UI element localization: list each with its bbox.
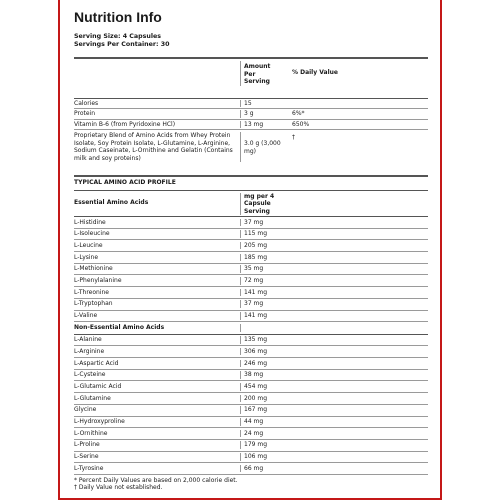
table-row — [74, 428, 428, 439]
essential-label: Essential Amino Acids — [74, 198, 149, 206]
row-amount: 135 mg — [240, 336, 292, 344]
table-row — [74, 393, 428, 404]
row-divider — [74, 474, 428, 475]
profile-title-row — [74, 177, 428, 190]
row-name: L-Ornithine — [74, 429, 108, 437]
row-amount: 141 mg — [240, 289, 292, 297]
row-name: L-Glutamine — [74, 394, 111, 402]
table-row — [74, 417, 428, 428]
table-row — [74, 370, 428, 381]
amount-header-line: Serving — [244, 78, 270, 85]
blend-amount: 3.0 g (3,000 mg) — [240, 132, 292, 162]
essential-header-row — [74, 191, 428, 217]
row-name: L-Leucine — [74, 241, 103, 249]
table-row — [74, 440, 428, 451]
table-row — [74, 381, 428, 392]
row-amount: 106 mg — [240, 453, 292, 461]
row-name: L-Threonine — [74, 288, 109, 296]
table-row — [74, 99, 428, 109]
row-amount: 37 mg — [240, 219, 292, 227]
row-amount: 205 mg — [240, 242, 292, 250]
row-name: Glycine — [74, 406, 97, 414]
table-row — [74, 229, 428, 240]
mg-header-line: mg per 4 — [244, 192, 275, 200]
nonessential-label-row — [74, 322, 428, 334]
row-name: L-Serine — [74, 453, 99, 461]
row-amount: 66 mg — [240, 465, 292, 473]
mg-header-line: Serving — [244, 207, 270, 215]
table-row — [74, 120, 428, 130]
blend-row — [74, 130, 428, 165]
table-row — [74, 405, 428, 416]
table-row — [74, 217, 428, 228]
row-name: L-Proline — [74, 441, 100, 449]
mg-header — [240, 193, 300, 216]
row-name: L-Valine — [74, 312, 98, 320]
label-frame — [58, 0, 442, 500]
facts-table — [74, 99, 428, 131]
table-row — [74, 452, 428, 463]
amount-header-line: Amount — [244, 63, 271, 70]
row-name: L-Aspartic Acid — [74, 359, 119, 367]
blend-name: Proprietary Blend of Amino Acids from Whey Protein Isolate, Soy Protein Isolate, L-Glutamine, L-Arginine, Sodium Caseinate, L-Ornithine and Gelatin (Contains milk and soy proteins) — [74, 132, 233, 162]
dv-header: % Daily Value — [292, 69, 339, 76]
row-name: L-Tryptophan — [74, 300, 113, 308]
table-row — [74, 346, 428, 357]
table-row — [74, 109, 428, 119]
row-amount: 167 mg — [240, 406, 292, 414]
row-dv: 6%* — [292, 110, 305, 117]
row-name: L-Alanine — [74, 336, 102, 344]
row-name: L-Lysine — [74, 253, 99, 261]
mg-header-line: Capsule — [244, 200, 271, 207]
row-name: L-Cysteine — [74, 371, 106, 379]
row-amount: 246 mg — [240, 360, 292, 368]
servings-per-container: Servings Per Container: 30 — [74, 41, 170, 48]
row-dv — [292, 100, 428, 108]
nonessential-table — [74, 335, 428, 475]
serving-size: Serving Size: 4 Capsules — [74, 33, 162, 40]
table-row — [74, 287, 428, 298]
amount-header-line: Per — [244, 70, 256, 78]
footnote: * Percent Daily Values are based on 2,000 calorie diet. — [74, 476, 238, 484]
row-dv: 650% — [292, 120, 310, 128]
row-amount: 306 mg — [240, 348, 292, 356]
row-name: Vitamin B-6 (from Pyridoxine HCl) — [74, 120, 176, 128]
row-amount: 13 mg — [240, 121, 292, 129]
row-name: L-Phenylalanine — [74, 277, 122, 285]
table-row — [74, 311, 428, 322]
facts-header-blank — [74, 61, 240, 86]
essential-table — [74, 217, 428, 322]
table-row — [74, 358, 428, 369]
table-row — [74, 275, 428, 286]
table-row — [74, 463, 428, 474]
row-amount: 179 mg — [240, 441, 292, 449]
footnote: † Daily Value not established. — [74, 484, 163, 492]
row-name: L-Tyrosine — [74, 464, 104, 472]
row-amount: 141 mg — [240, 312, 292, 320]
nutrition-panel — [74, 8, 428, 492]
table-row — [74, 299, 428, 310]
table-row — [74, 264, 428, 275]
row-amount: 3 g — [240, 110, 292, 118]
footnotes — [74, 477, 428, 492]
row-name: Protein — [74, 110, 96, 117]
row-amount: 200 mg — [240, 395, 292, 403]
row-amount: 38 mg — [240, 371, 292, 379]
row-amount: 115 mg — [240, 230, 292, 238]
table-row — [74, 335, 428, 346]
facts-header-row — [74, 59, 428, 89]
table-row — [74, 252, 428, 263]
row-name: L-Isoleucine — [74, 230, 110, 238]
row-amount: 35 mg — [240, 265, 292, 273]
row-amount: 454 mg — [240, 383, 292, 391]
nonessential-label-blank — [240, 324, 292, 332]
row-name: L-Methionine — [74, 265, 113, 273]
row-amount: 44 mg — [240, 418, 292, 426]
row-name: Calories — [74, 99, 99, 107]
nonessential-label: Non-Essential Amino Acids — [74, 324, 165, 332]
row-amount: 15 — [240, 100, 292, 108]
table-row — [74, 240, 428, 251]
row-name: L-Arginine — [74, 347, 105, 355]
row-name: L-Histidine — [74, 218, 106, 226]
row-amount: 37 mg — [240, 300, 292, 308]
row-name: L-Hydroxyproline — [74, 418, 125, 426]
row-amount: 24 mg — [240, 430, 292, 438]
row-name: L-Glutamic Acid — [74, 383, 122, 391]
profile-title: TYPICAL AMINO ACID PROFILE — [74, 179, 176, 186]
row-amount: 185 mg — [240, 254, 292, 262]
page-title: Nutrition Info — [74, 9, 162, 25]
blend-dv: † — [292, 134, 295, 141]
amount-header — [240, 61, 292, 86]
row-amount: 72 mg — [240, 277, 292, 285]
